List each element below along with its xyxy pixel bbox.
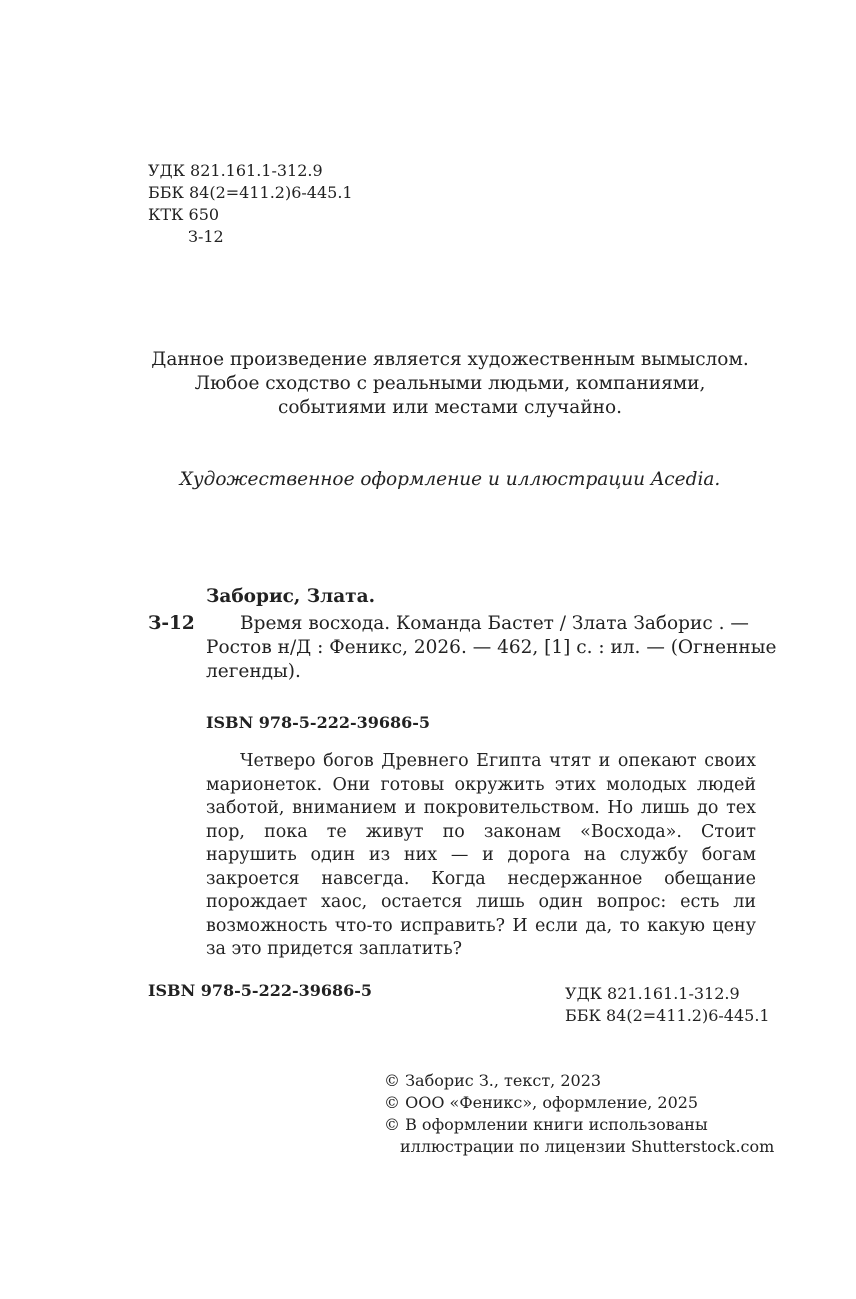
annotation: Четверо богов Древнего Египта чтят и опекают своих марионеток. Они готовы окружить этих молодых людей заботой, вниманием и покровительством. Но лишь до тех пор, пока те живут по законам «Восхода». Стоит нарушить один из них — и дорога на службу богам закроется навсегда. Когда несдержанное обещание порождает хаос, остается лишь один вопрос: есть ли возможность что-то исправить? И если да, то какую цену за это придется заплатить? bbox=[206, 751, 756, 959]
design-credit: Художественное оформление и иллюстрации Acedia. bbox=[179, 469, 721, 490]
copyright-block bbox=[384, 1070, 774, 1158]
catalog-author-heading: Заборис, Злата. bbox=[206, 586, 376, 607]
classification-codes bbox=[148, 160, 353, 248]
bbk-code: ББК 84(2=411.2)6-445.1 bbox=[148, 183, 353, 202]
catalog-title bbox=[206, 612, 777, 684]
catalog-title-line: Время восхода. Команда Бастет / Злата Заборис . — bbox=[240, 613, 749, 634]
copyright-line: © Заборис З., текст, 2023 bbox=[384, 1071, 602, 1090]
copyright-line: © ООО «Феникс», оформление, 2025 bbox=[384, 1093, 699, 1112]
catalog-author-mark: З-12 bbox=[148, 613, 195, 634]
catalog-title-line: Ростов н/Д : Феникс, 2026. — 462, [1] с. : ил. — (Огненные bbox=[206, 637, 777, 658]
footer-isbn: ISBN 978-5-222-39686-5 bbox=[148, 981, 373, 1000]
disclaimer-line: Любое сходство с реальными людьми, компаниями, bbox=[194, 373, 706, 394]
author-mark: З-12 bbox=[188, 227, 224, 246]
copyright-line: © В оформлении книги использованы bbox=[384, 1115, 708, 1134]
ktk-code: КТК 650 bbox=[148, 205, 220, 224]
catalog-isbn: ISBN 978-5-222-39686-5 bbox=[206, 713, 431, 732]
footer-udk-code: УДК 821.161.1-312.9 bbox=[565, 984, 740, 1003]
disclaimer-line: событиями или местами случайно. bbox=[278, 397, 622, 418]
catalog-title-line: легенды). bbox=[206, 661, 301, 682]
copyright-line: иллюстрации по лицензии Shutterstock.com bbox=[400, 1137, 775, 1156]
disclaimer-line: Данное произведение является художественным вымыслом. bbox=[151, 349, 749, 370]
udk-code: УДК 821.161.1-312.9 bbox=[148, 161, 323, 180]
disclaimer bbox=[140, 348, 760, 420]
footer-bbk-code: ББК 84(2=411.2)6-445.1 bbox=[565, 1006, 770, 1025]
footer-codes bbox=[565, 983, 770, 1027]
